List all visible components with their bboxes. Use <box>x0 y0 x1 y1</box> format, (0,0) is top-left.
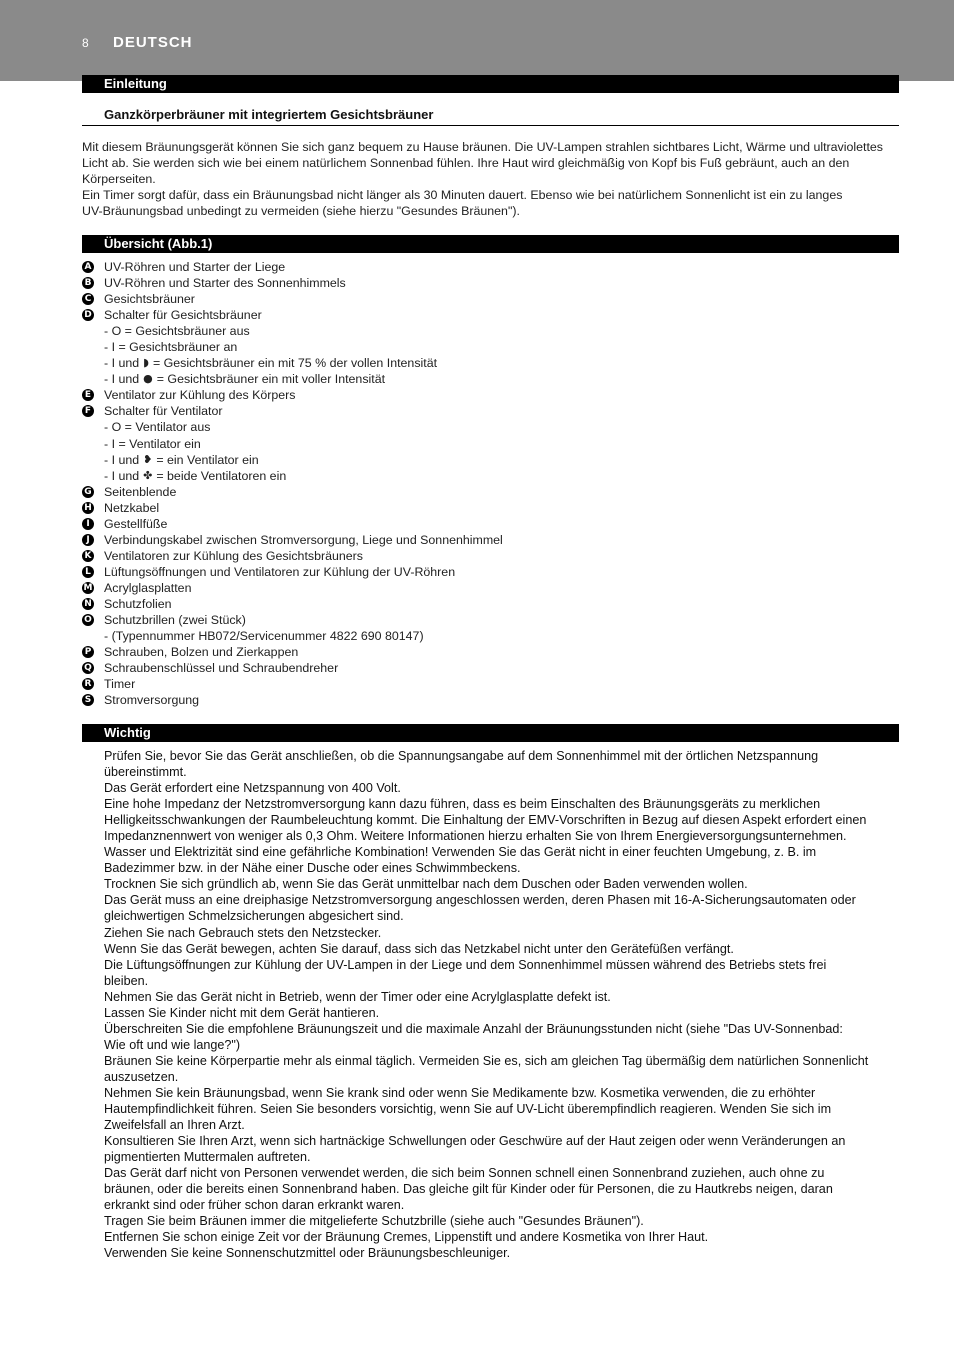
important-line: Nehmen Sie kein Bräunungsbad, wenn Sie krank sind oder wenn Sie Medikamente bzw. Kosmetika verwenden, die zu erhöhter <box>104 1085 816 1100</box>
item-label: UV-Röhren und Starter des Sonnenhimmels <box>104 276 346 291</box>
important-line: Überschreiten Sie die empfohlene Bräunungszeit und die maximale Anzahl der Bräunungsstunden nicht (siehe "Das UV-Sonnenbad: <box>104 1021 843 1036</box>
subtitle-rule <box>82 125 899 126</box>
item-label: Schutzfolien <box>104 596 172 611</box>
sub-item: - I = Gesichtsbräuner an <box>104 340 238 355</box>
letter-badge: Q <box>82 662 94 674</box>
important-line: Ziehen Sie nach Gebrauch stets den Netzstecker. <box>104 925 382 940</box>
important-line: auszusetzen. <box>104 1069 179 1084</box>
letter-badge: C <box>82 293 94 305</box>
list-item <box>82 307 902 323</box>
important-line: übereinstimmt. <box>104 765 187 780</box>
page-number: 8 <box>82 36 89 50</box>
section-bar-important: Wichtig <box>82 724 899 742</box>
important-line: Das Gerät muss an eine dreiphasige Netzstromversorgung angeschlossen werden, deren Phasen mit 16-A-Sicherungsautomaten oder <box>104 893 856 908</box>
important-line: Verwenden Sie keine Sonnenschutzmittel oder Bräunungsbeschleuniger. <box>104 1246 511 1261</box>
item-label: UV-Röhren und Starter der Liege <box>104 260 286 274</box>
list-item <box>82 532 902 548</box>
sub-item-prefix: - I und <box>104 468 140 483</box>
letter-badge: I <box>82 518 94 530</box>
list-item <box>82 564 902 580</box>
letter-badge: B <box>82 277 94 289</box>
item-label: Schraubenschlüssel und Schraubendreher <box>104 661 339 676</box>
important-line: Trocknen Sie sich gründlich ab, wenn Sie das Gerät unmittelbar nach dem Duschen oder Baden verwenden wollen. <box>104 877 748 892</box>
sub-item: - I = Ventilator ein <box>104 436 201 451</box>
sub-item <box>82 452 902 468</box>
letter-badge: F <box>82 405 94 417</box>
important-line: Helligkeitsschwankungen der Raumbeleuchtung kommt. Die Einhaltung der EMV-Vorschriften in Bezug auf diesen Aspekt erfordert einen <box>104 813 867 828</box>
letter-badge: A <box>82 261 94 273</box>
item-label: Verbindungskabel zwischen Stromversorgung, Liege und Sonnenhimmel <box>104 532 503 547</box>
item-label: Lüftungsöffnungen und Ventilatoren zur Kühlung der UV-Röhren <box>104 564 456 579</box>
important-line: Das Gerät darf nicht von Personen verwendet werden, die sich beim Sonnen schnell einen Sonnenbrand zuziehen, auch ohne zu <box>104 1166 825 1181</box>
important-line: Entfernen Sie schon einige Zeit vor der Bräunung Cremes, Lippenstift und andere Kosmetika von Ihrer Haut. <box>104 1230 709 1245</box>
list-item <box>82 275 902 291</box>
important-line: Impedanznennwert von weniger als 0,3 Ohm. Weitere Informationen hierzu erhalten Sie von Ihrem Energieversorgungsunternehmen. <box>104 829 847 844</box>
list-item <box>82 612 902 628</box>
item-label: Schalter für Ventilator <box>104 404 223 419</box>
important-line: Lassen Sie Kinder nicht mit dem Gerät hantieren. <box>104 1005 380 1020</box>
list-item <box>82 644 902 660</box>
important-line: Wie oft und wie lange?") <box>104 1037 241 1052</box>
important-line: erkrankt sind oder früher schon daran erkrankt waren. <box>104 1198 405 1213</box>
important-line: Eine hohe Impedanz der Netzstromversorgung kann dazu führen, dass es beim Einschalten des Bräunungsgeräts zu merklichen <box>104 797 821 812</box>
important-line: gleichwertigen Schmelzsicherungen abgesichert sind. <box>104 909 404 924</box>
sub-item: - (Typennummer HB072/Servicenummer 4822 690 80147) <box>104 629 424 644</box>
list-item <box>82 484 902 500</box>
important-line: Zweifelsfall an Ihren Arzt. <box>104 1118 245 1133</box>
letter-badge: O <box>82 614 94 626</box>
important-line: Die Lüftungsöffnungen zur Kühlung der UV-Lampen in der Liege und dem Sonnenhimmel müssen während des Betriebs stets frei <box>104 957 827 972</box>
list-item <box>82 259 902 275</box>
item-label: Schalter für Gesichtsbräuner <box>104 308 262 323</box>
sub-item: - O = Ventilator aus <box>104 420 211 435</box>
sub-item-text: = Gesichtsbräuner ein mit 75 % der vollen Intensität <box>152 356 438 371</box>
important-line: Hautempfindlichkeit führen. Seien Sie besonders vorsichtig, wenn Sie auf UV-Licht überempfindlich reagieren. Wenden Sie sich im <box>104 1102 832 1117</box>
list-item <box>82 660 902 676</box>
intro-line: Licht ab. Sie werden sich wie bei einem natürlichem Sonnenbad fühlen. Ihre Haut wird gleichmäßig von Kopf bis Fuß gebräunt, auch an den <box>82 156 850 170</box>
language-heading: DEUTSCH <box>113 34 193 51</box>
intro-line: Körperseiten. <box>82 172 156 186</box>
half-moon-icon: ◗ <box>143 356 149 370</box>
list-item <box>82 676 902 692</box>
sub-item-prefix: - I und <box>104 452 140 467</box>
intro-line: Ein Timer sorgt dafür, dass ein Bräunungsbad nicht länger als 30 Minuten dauert. Ebenso wie bei natürlichem Sonnenlicht ist ein zu langes <box>82 188 843 202</box>
intro-line: UV-Bräunungsbad unbedingt zu vermeiden (siehe hierzu "Gesundes Bräunen"). <box>82 204 520 218</box>
full-circle-icon: ● <box>143 372 153 386</box>
list-item <box>82 291 902 307</box>
sub-item-prefix: - I und <box>104 356 140 371</box>
letter-badge: R <box>82 678 94 690</box>
section-bar-intro: Einleitung <box>82 75 899 93</box>
list-item <box>82 580 902 596</box>
list-item <box>82 403 902 419</box>
item-label: Gesichtsbräuner <box>104 292 195 307</box>
item-label: Schutzbrillen (zwei Stück) <box>104 613 246 628</box>
sub-item: - O = Gesichtsbräuner aus <box>104 324 250 339</box>
important-line: Konsultieren Sie Ihren Arzt, wenn sich hartnäckige Schwellungen oder Geschwüre auf der Haut zeigen oder wenn Veränderungen an <box>104 1134 846 1149</box>
intro-subtitle: Ganzkörperbräuner mit integriertem Gesichtsbräuner <box>104 107 434 122</box>
item-label: Netzkabel <box>104 500 160 515</box>
intro-text <box>82 139 902 219</box>
letter-badge: N <box>82 598 94 610</box>
important-line: Wenn Sie das Gerät bewegen, achten Sie darauf, dass sich das Netzkabel nicht unter den Gerätefüßen verfängt. <box>104 941 734 956</box>
page-header-bar <box>0 0 954 81</box>
list-item <box>82 516 902 532</box>
item-label: Ventilator zur Kühlung des Körpers <box>104 388 296 403</box>
item-label: Ventilatoren zur Kühlung des Gesichtsbräuners <box>104 548 363 563</box>
sub-item <box>82 371 902 387</box>
letter-badge: J <box>82 534 94 546</box>
item-label: Schrauben, Bolzen und Zierkappen <box>104 645 299 660</box>
important-line: Das Gerät erfordert eine Netzspannung von 400 Volt. <box>104 781 401 796</box>
letter-badge: H <box>82 502 94 514</box>
important-line: Wasser und Elektrizität sind eine gefährliche Kombination! Verwenden Sie das Gerät nicht in einer feuchten Umgebung, z. B. im <box>104 845 817 860</box>
letter-badge: M <box>83 582 93 593</box>
item-label: Stromversorgung <box>104 693 200 708</box>
important-line: pigmentierten Muttermalen auftreten. <box>104 1150 311 1165</box>
overview-list <box>82 259 902 708</box>
letter-badge: E <box>82 389 94 401</box>
important-line: Prüfen Sie, bevor Sie das Gerät anschließen, ob die Spannungsangabe auf dem Sonnenhimmel mit der örtlichen Netzspannung <box>104 749 819 763</box>
letter-badge: G <box>82 486 94 498</box>
item-label: Timer <box>104 677 136 692</box>
important-line: bräunen, oder die bereits einen Sonnenbrand haben. Das gleiche gilt für Kinder oder für Personen, die zu Hautkrebs neigen, daran <box>104 1182 833 1197</box>
letter-badge: L <box>82 566 94 578</box>
intro-line: Mit diesem Bräunungsgerät können Sie sich ganz bequem zu Hause bräunen. Die UV-Lampen strahlen sichtbares Licht, Wärme und ultraviolettes <box>82 140 884 154</box>
list-item <box>82 500 902 516</box>
list-item <box>82 387 902 403</box>
section-bar-overview: Übersicht (Abb.1) <box>82 235 899 253</box>
important-line: Bräunen Sie keine Körperpartie mehr als einmal täglich. Vermeiden Sie es, sich am gleichen Tag übermäßig dem natürlichen Sonnenlicht <box>104 1053 869 1068</box>
letter-badge: K <box>82 550 94 562</box>
single-fan-icon: ❥ <box>143 452 153 466</box>
letter-badge: S <box>82 694 94 706</box>
sub-item <box>82 355 902 371</box>
double-fan-icon: ✤ <box>143 468 153 482</box>
list-item <box>82 596 902 612</box>
list-item <box>82 548 902 564</box>
letter-badge: P <box>82 646 94 658</box>
important-line: Tragen Sie beim Bräunen immer die mitgelieferte Schutzbrille (siehe auch "Gesundes Bräunen"). <box>104 1214 644 1229</box>
letter-badge: D <box>82 309 94 321</box>
list-item <box>82 692 902 708</box>
important-line: bleiben. <box>104 973 149 988</box>
item-label: Seitenblende <box>104 484 177 499</box>
item-label: Gestellfüße <box>104 516 168 531</box>
sub-item-text: = beide Ventilatoren ein <box>156 468 287 483</box>
important-line: Nehmen Sie das Gerät nicht in Betrieb, wenn der Timer oder eine Acrylglasplatte defekt ist. <box>104 989 611 1004</box>
item-label: Acrylglasplatten <box>104 580 192 595</box>
sub-item-prefix: - I und <box>104 372 140 387</box>
important-line: Badezimmer bzw. in der Nähe einer Dusche oder eines Schwimmbeckens. <box>104 861 521 876</box>
important-text <box>104 748 904 1262</box>
sub-item <box>82 468 902 484</box>
sub-item-text: = Gesichtsbräuner ein mit voller Intensität <box>156 372 386 387</box>
sub-item-text: = ein Ventilator ein <box>156 452 259 467</box>
